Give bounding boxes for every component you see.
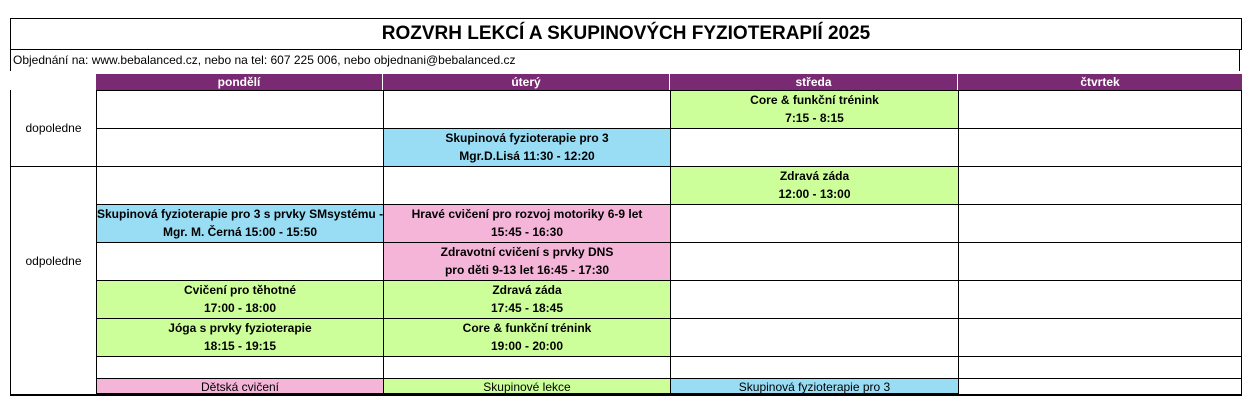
cell-mon-r1 xyxy=(96,90,384,129)
cell-thu-r7 xyxy=(958,318,1242,357)
cell-thu-r3 xyxy=(958,166,1242,205)
session-title: Jóga s prvky fyzioterapie xyxy=(168,321,312,335)
header-wednesday: středa xyxy=(670,74,958,90)
session-mon-tehotne xyxy=(96,280,384,319)
legend-kids: Dětská cvičení xyxy=(96,378,384,394)
cell-wed-r4 xyxy=(670,204,959,243)
cell-wed-r7 xyxy=(670,318,959,357)
legend-group: Skupinové lekce xyxy=(383,378,671,394)
session-title: Core & funkční trénink xyxy=(750,93,879,107)
session-tue-dns xyxy=(383,242,671,281)
cell-thu-r4 xyxy=(958,204,1242,243)
header-thursday: čtvrtek xyxy=(958,74,1242,90)
cell-mon-spacer xyxy=(96,356,384,379)
session-mon-group xyxy=(96,204,384,243)
session-time: 7:15 - 8:15 xyxy=(785,111,844,125)
session-time: 15:45 - 16:30 xyxy=(490,225,564,239)
cell-wed-r5 xyxy=(670,242,959,281)
cell-wed-spacer xyxy=(670,356,959,379)
session-time: 19:00 - 20:00 xyxy=(490,339,564,353)
session-title: Core & funkční trénink xyxy=(462,321,592,335)
session-title: Zdravá záda xyxy=(492,283,562,297)
session-time: 12:00 - 13:00 xyxy=(778,187,851,201)
session-title: Cvičení pro těhotné xyxy=(183,283,296,297)
session-time: Mgr. M. Černá 15:00 - 15:50 xyxy=(162,225,318,239)
cell-mon-r3 xyxy=(96,166,384,205)
cell-tue-r3 xyxy=(383,166,671,205)
contact-line: Objednání na: www.bebalanced.cz, nebo na tel: 607 225 006, nebo objednani@bebalanced.cz xyxy=(10,49,1240,71)
session-wed-zada xyxy=(670,166,959,205)
cell-wed-r2 xyxy=(670,128,959,167)
session-time: 18:15 - 19:15 xyxy=(203,339,277,353)
cell-tue-r1 xyxy=(383,90,671,129)
session-mon-joga xyxy=(96,318,384,357)
cell-thu-r1 xyxy=(958,90,1242,129)
session-tue-hrave xyxy=(383,204,671,243)
session-tue-core xyxy=(383,318,671,357)
header-monday: pondělí xyxy=(96,74,383,90)
period-morning: dopoledne xyxy=(10,90,96,166)
session-title: Skupinová fyzioterapie pro 3 xyxy=(445,131,609,145)
session-tue-group xyxy=(383,128,671,167)
session-time: 17:00 - 18:00 xyxy=(203,301,277,315)
page-title: ROZVRH LEKCÍ A SKUPINOVÝCH FYZIOTERAPIÍ 2025 xyxy=(10,18,1242,50)
session-tue-zada xyxy=(383,280,671,319)
legend-physio: Skupinová fyzioterapie pro 3 xyxy=(670,378,959,394)
cell-thu-r2 xyxy=(958,128,1242,167)
cell-thu-r6 xyxy=(958,280,1242,319)
session-time: pro děti 9-13 let 16:45 - 17:30 xyxy=(444,263,610,277)
session-wed-core xyxy=(670,90,959,129)
cell-thu-spacer xyxy=(958,356,1242,379)
cell-mon-r5 xyxy=(96,242,384,281)
header-tuesday: úterý xyxy=(383,74,670,90)
session-title: Skupinová fyzioterapie pro 3 s prvky SMsystému - xyxy=(97,207,384,221)
period-afternoon: odpoledne xyxy=(10,166,96,356)
session-time: Mgr.D.Lisá 11:30 - 12:20 xyxy=(459,149,595,163)
session-title: Zdravá záda xyxy=(779,169,850,183)
cell-tue-spacer xyxy=(383,356,671,379)
cell-mon-r2 xyxy=(96,128,384,167)
bottom-border xyxy=(10,394,1242,396)
session-time: 17:45 - 18:45 xyxy=(490,301,564,315)
cell-wed-r6 xyxy=(670,280,959,319)
cell-thu-r5 xyxy=(958,242,1242,281)
session-title: Hravé cvičení pro rozvoj motoriky 6-9 let xyxy=(411,207,643,221)
session-title: Zdravotní cvičení s prvky DNS xyxy=(440,245,614,259)
